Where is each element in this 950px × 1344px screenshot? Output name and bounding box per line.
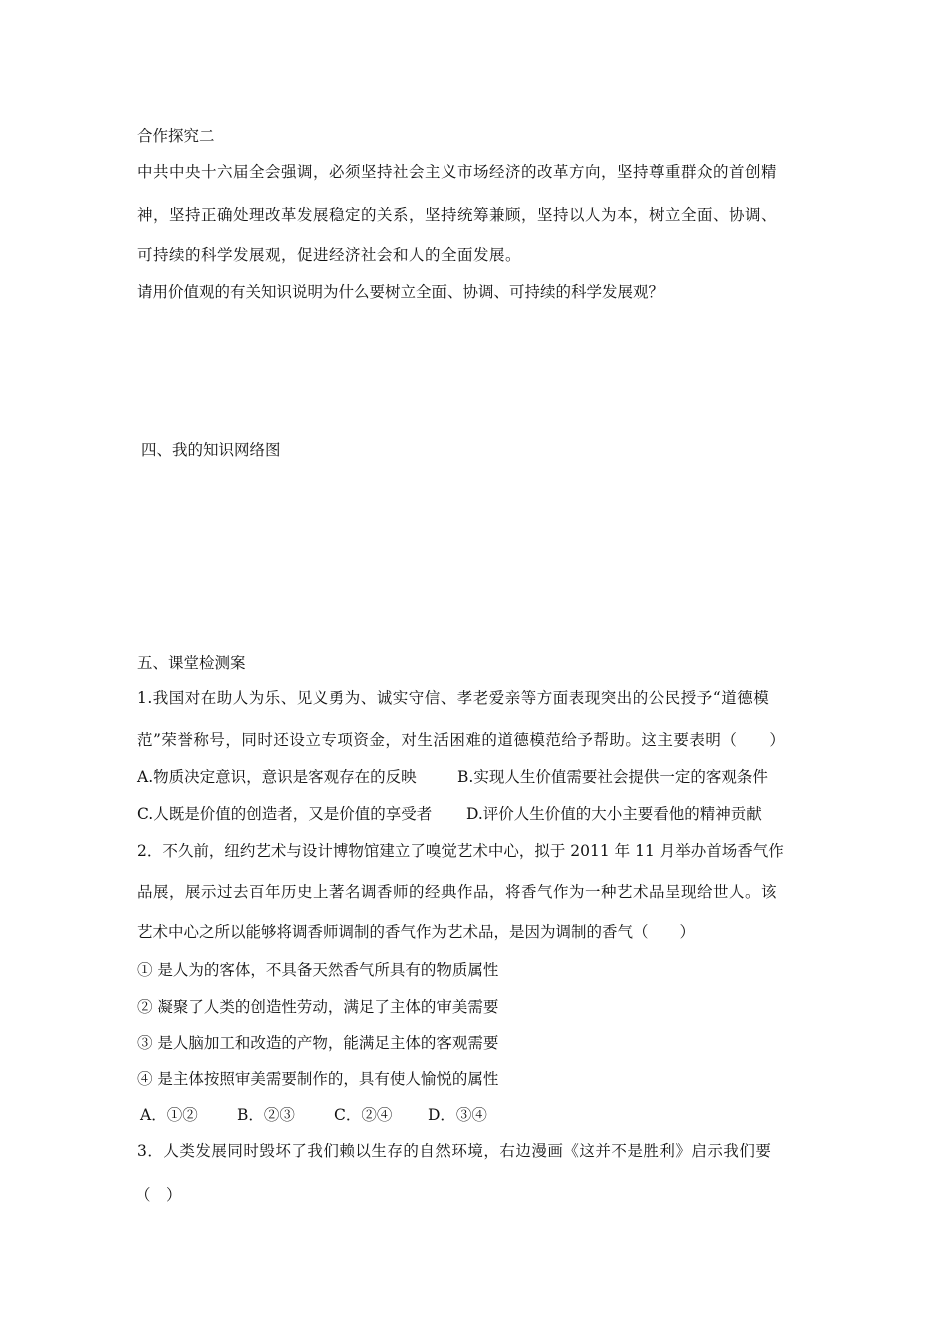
- q2-statement: ① 是人为的客体，不具备天然香气所具有的物质属性: [137, 961, 499, 979]
- section-title-knowledge-map: 四、我的知识网络图: [141, 441, 281, 459]
- section-title-coop2: 合作探究二: [137, 127, 215, 145]
- q1-line: 1.我国对在助人为乐、见义勇为、诚实守信、孝老爱亲等方面表现突出的公民授予“道德模: [137, 689, 770, 707]
- q2-option-d: D．③④: [428, 1106, 487, 1124]
- q2-line: 艺术中心之所以能够将调香师调制的香气作为艺术品，是因为调制的香气（ ）: [137, 923, 696, 941]
- q2-statement: ③ 是人脑加工和改造的产物，能满足主体的客观需要: [137, 1034, 499, 1052]
- q1-line: 范”荣誉称号，同时还设立专项资金，对生活困难的道德模范给予帮助。这主要表明（ ）: [137, 731, 786, 749]
- section-title-class-test: 五、课堂检测案: [137, 654, 246, 672]
- q1-option-d: D.评价人生价值的大小主要看他的精神贡献: [466, 805, 762, 823]
- q3-line: 3．人类发展同时毁坏了我们赖以生存的自然环境，右边漫画《这并不是胜利》启示我们要: [137, 1142, 772, 1160]
- q3-answer-blank: （ ）: [135, 1186, 182, 1204]
- paragraph-line: 神，坚持正确处理改革发展稳定的关系，坚持统筹兼顾，坚持以人为本，树立全面、协调、: [137, 206, 778, 224]
- paragraph-line: 可持续的科学发展观，促进经济社会和人的全面发展。: [137, 246, 522, 264]
- q2-statement: ④ 是主体按照审美需要制作的，具有使人愉悦的属性: [137, 1070, 499, 1088]
- paragraph-line: 中共中央十六届全会强调，必须坚持社会主义市场经济的改革方向，坚持尊重群众的首创精: [137, 163, 778, 181]
- q1-option-a: A.物质决定意识，意识是客观存在的反映: [137, 768, 417, 786]
- q2-option-a: A．①②: [140, 1106, 198, 1124]
- q2-option-b: B．②③: [237, 1106, 295, 1124]
- q2-line: 2．不久前，纽约艺术与设计博物馆建立了嗅觉艺术中心，拟于 2011 年 11 月举办首场香气作: [137, 842, 784, 860]
- q2-statement: ② 凝聚了人类的创造性劳动，满足了主体的审美需要: [137, 998, 499, 1016]
- q1-option-b: B.实现人生价值需要社会提供一定的客观条件: [457, 768, 768, 786]
- q2-option-c: C．②④: [334, 1106, 393, 1124]
- q1-option-c: C.人既是价值的创造者，又是价值的享受者: [137, 805, 433, 823]
- q2-line: 品展，展示过去百年历史上著名调香师的经典作品，将香气作为一种艺术品呈现给世人。该: [137, 883, 778, 901]
- question-text: 请用价值观的有关知识说明为什么要树立全面、协调、可持续的科学发展观？: [137, 283, 665, 301]
